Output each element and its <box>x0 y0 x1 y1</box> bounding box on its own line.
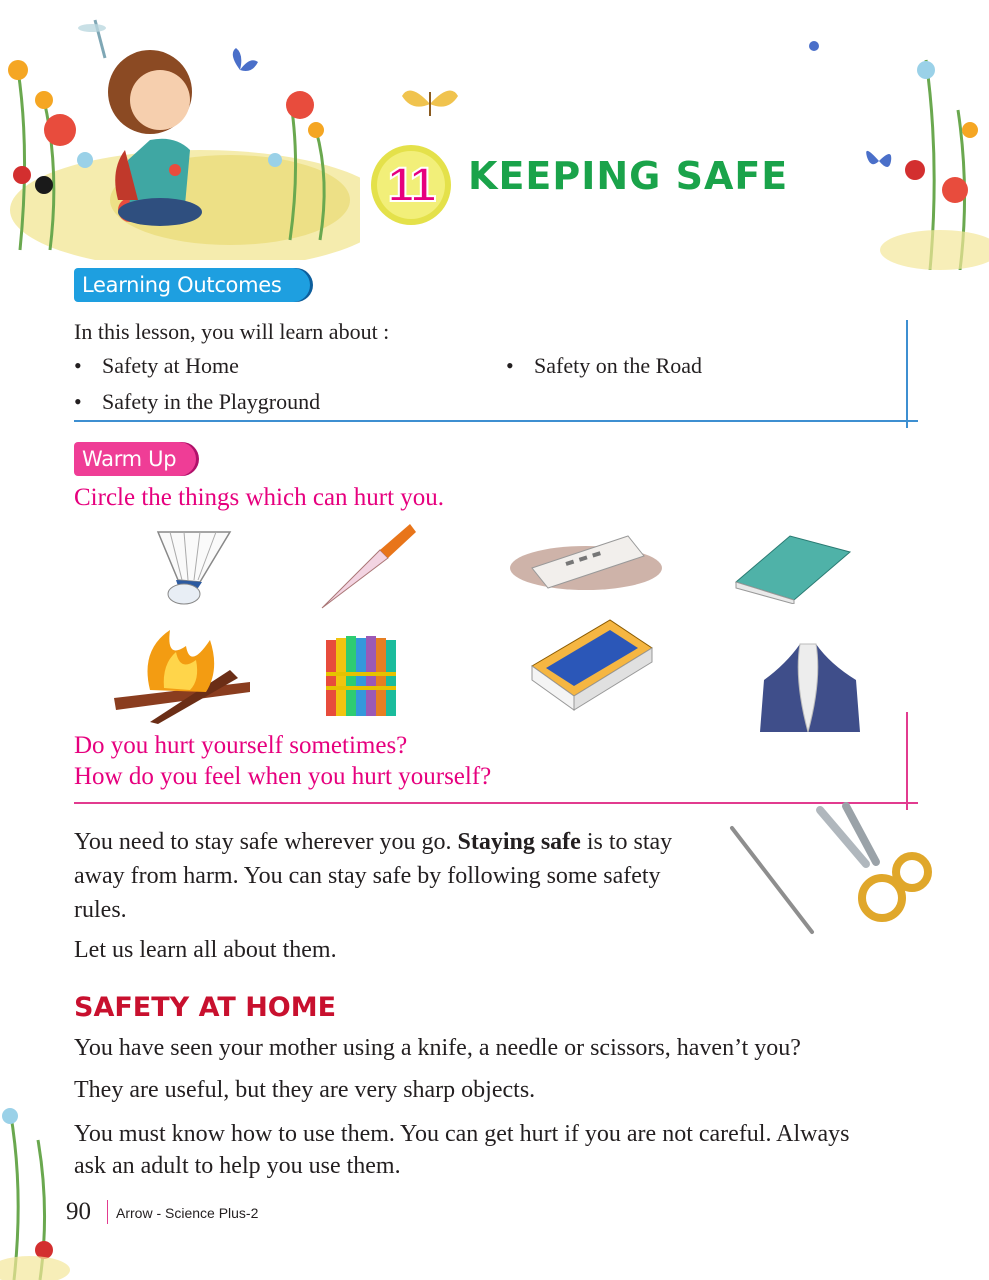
header-illustration-girl-garden <box>0 0 360 260</box>
divider-line <box>74 420 918 422</box>
knife-picture[interactable] <box>318 522 418 612</box>
paragraph: You must know how to use them. You can get hurt if you are not careful. Always <box>74 1121 850 1147</box>
section-heading: SAFETY AT HOME <box>74 992 337 1023</box>
warm-up-instruction: Circle the things which can hurt you. <box>74 484 445 511</box>
footer-flower-decoration <box>0 1100 70 1280</box>
learning-outcomes-tag <box>74 268 310 302</box>
warm-up-question: How do you feel when you hurt yourself? <box>74 763 492 790</box>
divider-line <box>906 712 908 810</box>
outcome-item: • Safety on the Road <box>534 353 702 379</box>
footer-divider <box>107 1200 108 1224</box>
header-illustration-flowers-right <box>860 40 989 270</box>
intro-text: You need to stay safe wherever you go. <box>74 829 458 855</box>
jacket-picture[interactable] <box>756 640 860 732</box>
small-butterfly-icon <box>806 38 822 54</box>
paragraph: They are useful, but they are very sharp objects. <box>74 1077 536 1103</box>
razor-blade-picture[interactable] <box>508 528 664 592</box>
chapter-number-badge <box>370 144 452 226</box>
chapter-title: KEEPING SAFE <box>468 154 789 198</box>
book-picture[interactable] <box>730 530 854 604</box>
intro-line: away from harm. You can stay safe by following some safety <box>74 863 661 889</box>
paragraph: You have seen your mother using a knife, a needle or scissors, haven’t you? <box>74 1035 801 1061</box>
intro-line: rules. <box>74 897 127 923</box>
shuttlecock-picture[interactable] <box>148 522 240 606</box>
bonfire-picture[interactable] <box>110 620 258 724</box>
chapter-number: 11 <box>387 158 435 212</box>
outcome-item: • Safety in the Playground <box>102 389 320 415</box>
intro-text: is to stay <box>580 829 673 855</box>
warm-up-question: Do you hurt yourself sometimes? <box>74 732 408 759</box>
intro-line: Let us learn all about them. <box>74 937 337 963</box>
intro-line <box>74 826 672 858</box>
book-title: Arrow - Science Plus-2 <box>116 1205 259 1221</box>
outcome-item: • Safety at Home <box>102 353 239 379</box>
warm-up-label: Warm Up <box>82 447 177 471</box>
needle-and-scissors-picture <box>716 800 932 936</box>
page-number: 90 <box>66 1198 91 1225</box>
crayons-picture[interactable] <box>322 624 400 720</box>
lesson-intro: In this lesson, you will learn about : <box>74 319 390 344</box>
key-term: Staying safe <box>457 829 581 855</box>
learning-outcomes-label: Learning Outcomes <box>82 273 282 297</box>
divider-line <box>906 320 908 428</box>
warm-up-tag <box>74 442 196 476</box>
matchbox-picture[interactable] <box>526 616 656 712</box>
moth-icon <box>400 84 460 124</box>
paragraph: ask an adult to help you use them. <box>74 1153 401 1179</box>
